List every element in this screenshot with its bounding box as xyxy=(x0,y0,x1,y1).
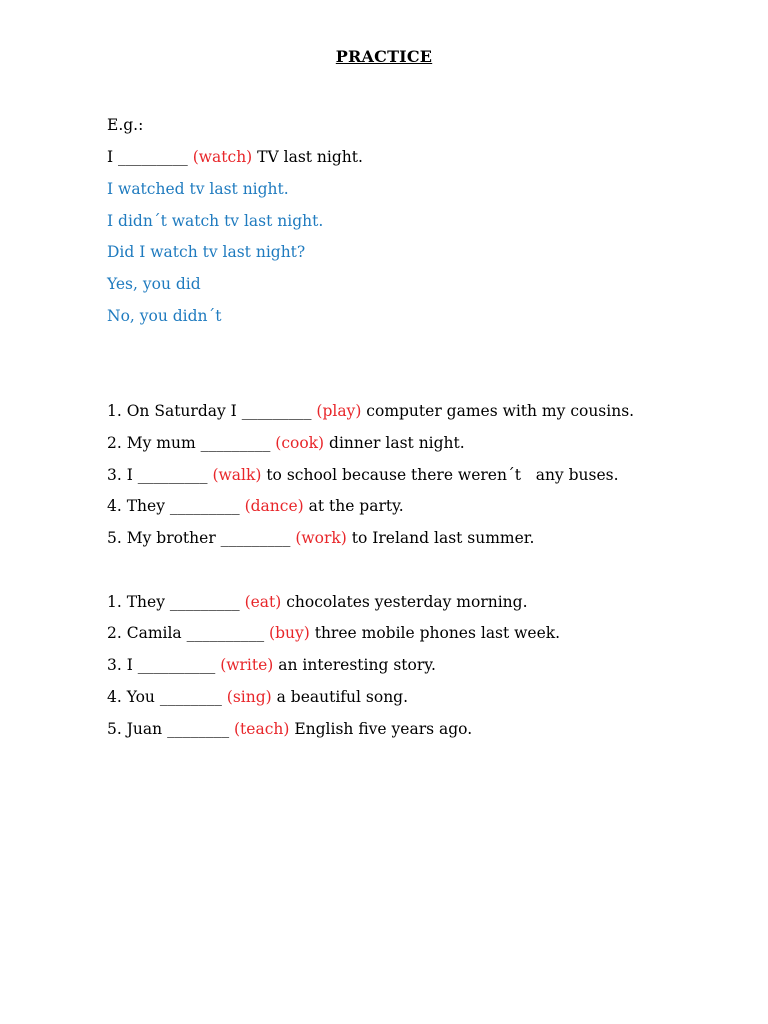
item-verb: (walk) xyxy=(212,466,262,484)
exercise1-item xyxy=(107,495,404,517)
exercise2-item xyxy=(107,622,560,644)
exercise1-item xyxy=(107,400,634,422)
example-answer-short-yes: Yes, you did xyxy=(107,275,201,293)
item-verb: (play) xyxy=(316,402,362,420)
item-text-after: to school because there weren´t any buses. xyxy=(261,466,619,484)
example-answer-question: Did I watch tv last night? xyxy=(107,243,306,261)
example-answer-affirmative: I watched tv last night. xyxy=(107,180,289,198)
item-text-after: at the party. xyxy=(303,497,404,515)
example-answer-negative: I didn´t watch tv last night. xyxy=(107,212,324,230)
item-text-after: a beautiful song. xyxy=(271,688,409,706)
example-prompt-after: TV last night. xyxy=(252,148,363,166)
exercise1-item xyxy=(107,464,619,486)
exercise2-item xyxy=(107,718,472,740)
item-verb: (sing) xyxy=(226,688,272,706)
example-prompt-before: I _________ xyxy=(107,148,193,166)
example-label: E.g.: xyxy=(107,116,144,134)
item-verb: (cook) xyxy=(275,434,325,452)
item-text-before: 4. They _________ xyxy=(107,497,245,515)
exercise1-item xyxy=(107,527,534,549)
exercise1-item xyxy=(107,432,465,454)
item-text-after: dinner last night. xyxy=(324,434,465,452)
item-text-after: three mobile phones last week. xyxy=(309,624,561,642)
item-text-before: 3. I _________ xyxy=(107,466,213,484)
item-text-after: an interesting story. xyxy=(273,656,436,674)
item-text-before: 1. On Saturday I _________ xyxy=(107,402,317,420)
item-verb: (buy) xyxy=(269,624,310,642)
item-verb: (teach) xyxy=(234,720,290,738)
item-text-before: 2. Camila __________ xyxy=(107,624,270,642)
item-text-before: 5. My brother _________ xyxy=(107,529,296,547)
item-verb: (write) xyxy=(220,656,274,674)
item-text-after: chocolates yesterday morning. xyxy=(281,593,528,611)
item-verb: (eat) xyxy=(244,593,282,611)
page-title: PRACTICE xyxy=(335,47,433,66)
exercise2-item xyxy=(107,654,436,676)
item-text-before: 3. I __________ xyxy=(107,656,221,674)
item-text-after: English five years ago. xyxy=(289,720,473,738)
exercise2-item xyxy=(107,591,528,613)
example-prompt xyxy=(107,146,363,168)
item-verb: (dance) xyxy=(244,497,304,515)
example-answer-short-no: No, you didn´t xyxy=(107,307,222,325)
example-prompt-verb: (watch) xyxy=(192,148,253,166)
item-text-before: 4. You ________ xyxy=(107,688,227,706)
item-text-before: 2. My mum _________ xyxy=(107,434,276,452)
item-text-before: 1. They _________ xyxy=(107,593,245,611)
exercise2-item xyxy=(107,686,408,708)
item-text-after: to Ireland last summer. xyxy=(346,529,535,547)
item-verb: (work) xyxy=(295,529,347,547)
item-text-before: 5. Juan ________ xyxy=(107,720,234,738)
item-text-after: computer games with my cousins. xyxy=(361,402,635,420)
